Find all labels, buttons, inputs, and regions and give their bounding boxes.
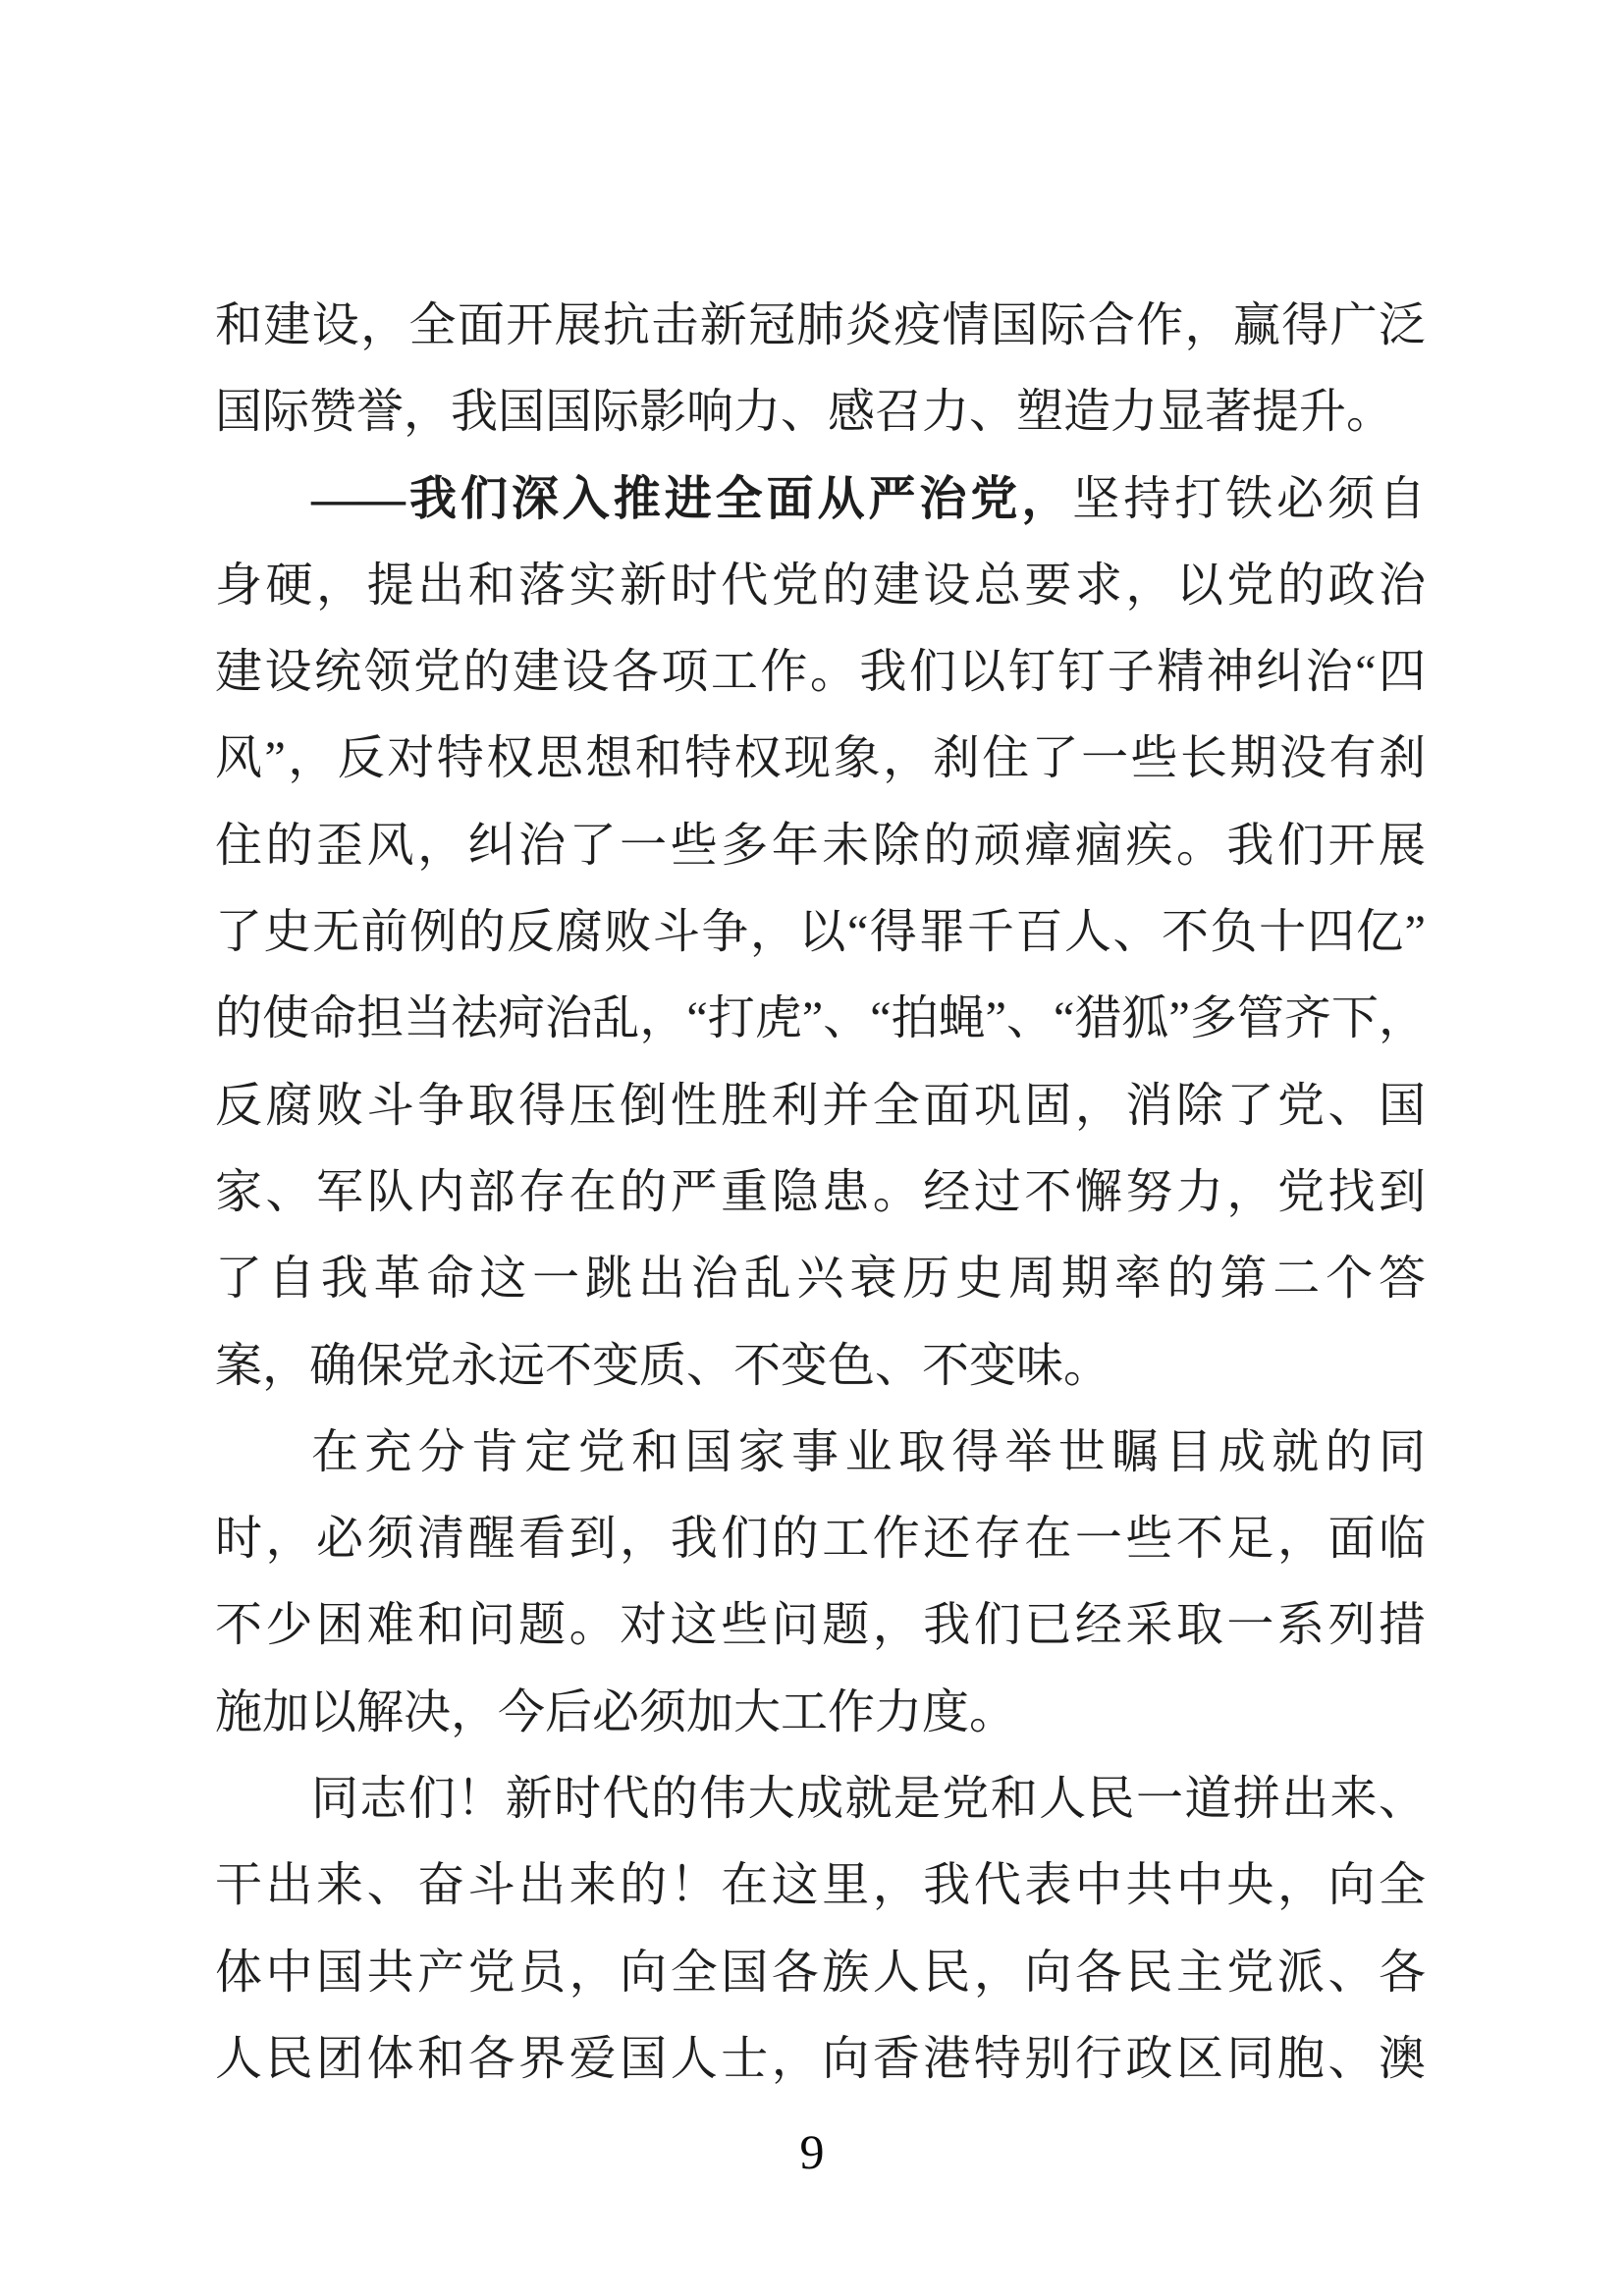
- text-line: [215, 1063, 1426, 1149]
- text-line: [215, 1236, 1426, 1322]
- text-line: [215, 1323, 1426, 1410]
- text-segment: 的使命担当祛疴治乱，“打虎”、“拍蝇”、“猎狐”多管齐下，: [215, 992, 1426, 1045]
- bold-text-segment: ——我们深入推进全面从严治党，: [311, 472, 1073, 525]
- text-segment: 国际赞誉，我国国际影响力、感召力、塑造力显著提升。: [215, 386, 1394, 439]
- text-line: [215, 283, 1426, 369]
- text-line: [215, 1756, 1426, 1842]
- text-segment: 住的歪风，纠治了一些多年未除的顽瘴痼疾。我们开展: [215, 819, 1426, 872]
- text-line: [215, 629, 1426, 716]
- text-segment: 干出来、奋斗出来的！在这里，我代表中共中央，向全: [215, 1859, 1426, 1912]
- text-line: [215, 716, 1426, 802]
- text-segment: 不少困难和问题。对这些问题，我们已经采取一系列措: [215, 1599, 1426, 1652]
- text-segment: 人民团体和各界爱国人士，向香港特别行政区同胞、澳: [215, 2032, 1426, 2085]
- text-segment: 同志们！新时代的伟大成就是党和人民一道拼出来、: [311, 1773, 1426, 1826]
- text-line: [215, 1842, 1426, 1929]
- text-segment: 时，必须清醒看到，我们的工作还存在一些不足，面临: [215, 1513, 1426, 1566]
- text-segment: 建设统领党的建设各项工作。我们以钉钉子精神纠治“四: [215, 646, 1426, 699]
- text-segment: 反腐败斗争取得压倒性胜利并全面巩固，消除了党、国: [215, 1079, 1426, 1132]
- text-line: [215, 1582, 1426, 1669]
- text-segment: 在充分肯定党和国家事业取得举世瞩目成就的同: [311, 1425, 1426, 1478]
- text-line: [215, 803, 1426, 889]
- text-line: [215, 1149, 1426, 1236]
- text-line: [215, 1410, 1426, 1496]
- text-segment: 坚持打铁必须自: [1072, 472, 1426, 525]
- text-segment: 了史无前例的反腐败斗争，以“得罪千百人、不负十四亿”: [215, 906, 1426, 959]
- text-segment: 施加以解决，今后必须加大工作力度。: [215, 1685, 1017, 1738]
- text-segment: 和建设，全面开展抗击新冠肺炎疫情国际合作，赢得广泛: [215, 299, 1426, 351]
- text-segment: 风”，反对特权思想和特权现象，刹住了一些长期没有刹: [215, 732, 1426, 785]
- text-line: [215, 1930, 1426, 2016]
- text-line: [215, 543, 1426, 629]
- text-line: [215, 456, 1426, 543]
- text-line: [215, 976, 1426, 1062]
- text-line: [215, 1496, 1426, 1582]
- text-line: [215, 2016, 1426, 2103]
- text-column: [215, 283, 1426, 2103]
- page-number: 9: [799, 2124, 825, 2179]
- text-segment: 身硬，提出和落实新时代党的建设总要求，以党的政治: [215, 559, 1426, 612]
- text-line: [215, 889, 1426, 976]
- text-line: [215, 369, 1426, 455]
- text-segment: 了自我革命这一跳出治乱兴衰历史周期率的第二个答: [215, 1253, 1426, 1306]
- text-segment: 家、军队内部存在的严重隐患。经过不懈努力，党找到: [215, 1165, 1426, 1218]
- text-segment: 体中国共产党员，向全国各族人民，向各民主党派、各: [215, 1946, 1426, 1999]
- text-line: [215, 1670, 1426, 1756]
- text-segment: 案，确保党永远不变质、不变色、不变味。: [215, 1339, 1111, 1392]
